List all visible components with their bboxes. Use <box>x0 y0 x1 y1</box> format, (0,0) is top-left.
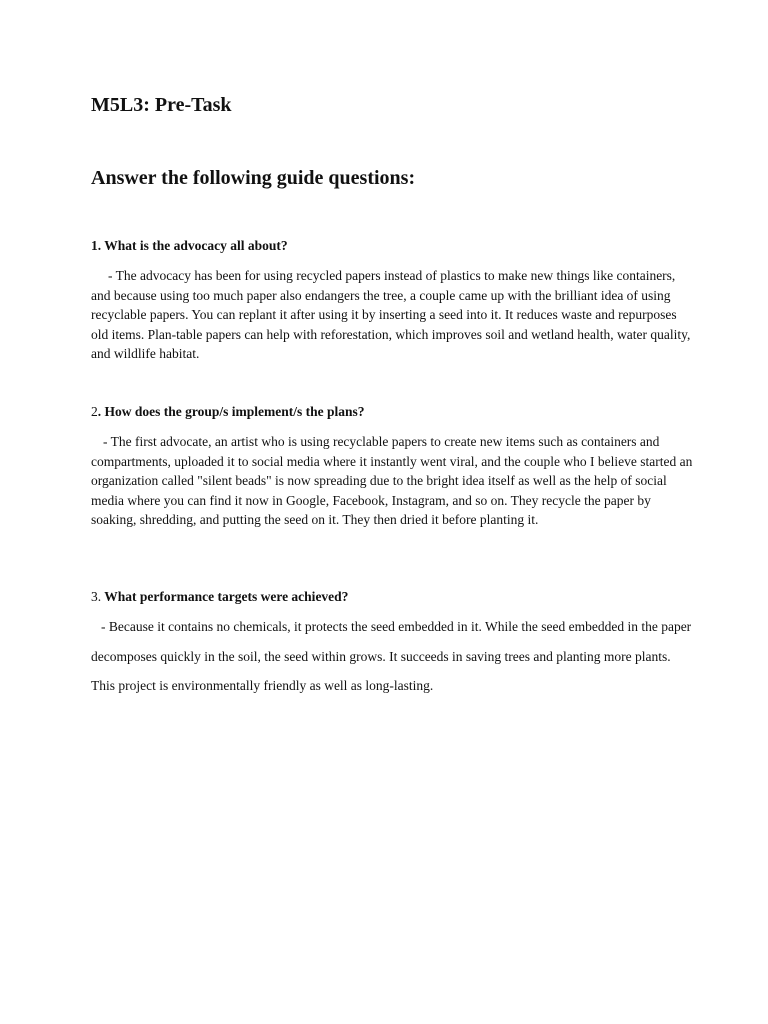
question-1-number: 1. <box>91 238 102 253</box>
question-1-text: What is the advocacy all about? <box>101 238 288 253</box>
page-subtitle: Answer the following guide questions: <box>91 167 416 189</box>
question-3-heading <box>91 588 701 606</box>
question-3-text: What performance targets were achieved? <box>101 589 349 604</box>
question-2-heading <box>91 403 701 421</box>
question-1-heading <box>91 237 701 255</box>
answer-1: - The advocacy has been for using recycled papers instead of plastics to make new things like containers, and because using too much paper also endangers the tree, a couple came up with the brilliant idea of using recyclable papers. You can replant it after using it by inserting a seed into it. It reduces waste and repurposes old items. Plan-table papers can help with reforestation, which improves soil and wetland health, water quality, and wildlife habitat. <box>91 268 691 361</box>
question-3-number: 3. <box>91 589 102 604</box>
answer-3: - Because it contains no chemicals, it protects the seed embedded in it. While the seed embedded in the paper decomposes quickly in the soil, the seed within grows. It succeeds in saving trees and planting more plants. This project is environmentally friendly as well as long-lasting. <box>91 619 692 694</box>
answer-2: - The first advocate, an artist who is using recyclable papers to create new items such as containers and compartments, uploaded it to social media where it instantly went viral, and the couple who I believe started an organization called "silent beads" is now spreading due to the bright idea itself as well as the help of social media where you can find it now in Google, Facebook, Instagram, and so on. They recycle the paper by soaking, shredding, and putting the seed on it. They then dried it before planting it. <box>91 434 693 527</box>
question-2-number: 2 <box>91 404 98 419</box>
question-2-text: . How does the group/s implement/s the plans? <box>97 404 365 419</box>
page-title: M5L3: Pre-Task <box>91 94 232 116</box>
